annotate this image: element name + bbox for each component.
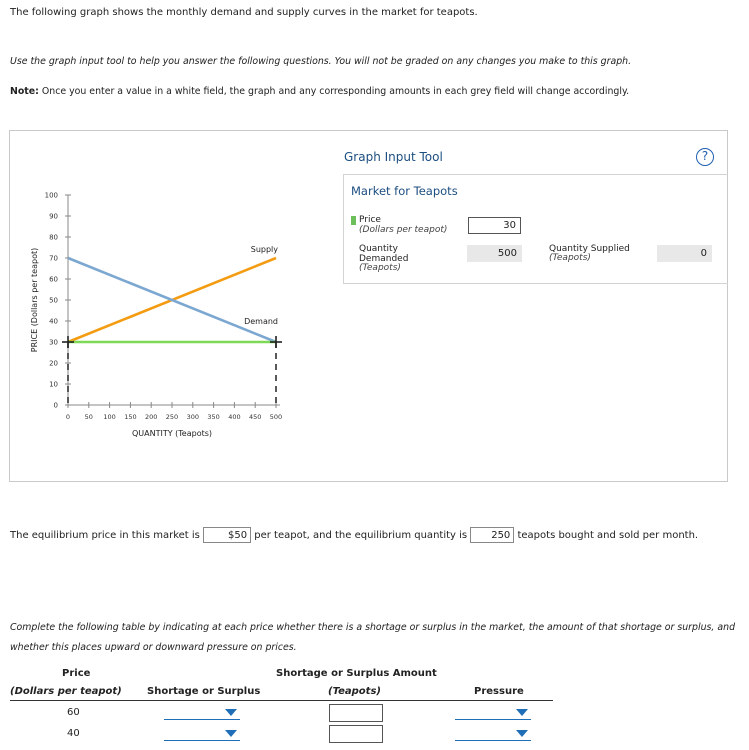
x-tick-label: 350 — [207, 413, 220, 421]
amount-input[interactable] — [329, 725, 383, 743]
x-tick-label: 0 — [65, 413, 71, 421]
quantity-supplied-value: 0 — [657, 245, 712, 262]
x-tick-label: 250 — [165, 413, 179, 421]
x-tick-label: 150 — [124, 413, 137, 421]
amount-header: Shortage or Surplus Amount — [276, 668, 437, 679]
supply-demand-chart[interactable] — [20, 185, 320, 455]
y-tick-label: 70 — [49, 254, 58, 263]
x-tick-label: 500 — [269, 413, 283, 421]
y-tick-label: 0 — [53, 401, 58, 410]
quantity-supplied-label: Quantity Supplied — [549, 244, 630, 254]
help-icon[interactable]: ? — [696, 148, 714, 166]
x-tick-label: 50 — [84, 413, 93, 421]
y-tick-label: 100 — [44, 191, 58, 200]
quantity-demanded-value: 500 — [467, 245, 522, 262]
quantity-demanded-label-1: Quantity — [359, 244, 398, 254]
shortage-surplus-dropdown[interactable] — [164, 727, 240, 741]
note-text — [10, 86, 629, 97]
x-axis-label: QUANTITY (Teapots) — [131, 429, 213, 438]
note-body: Once you enter a value in a white field, the graph and any corresponding amounts in each grey field will change accordingly. — [41, 86, 630, 97]
intro-text: The following graph shows the monthly demand and supply curves in the market for teapots. — [10, 7, 478, 18]
supply-label: Supply — [250, 245, 278, 254]
shortage-surplus-dropdown[interactable] — [164, 706, 240, 720]
pressure-dropdown[interactable] — [455, 706, 531, 720]
row-price-60: 60 — [67, 707, 80, 718]
graph-input-tool-title: Graph Input Tool — [344, 150, 443, 164]
chevron-down-icon — [225, 730, 237, 737]
eq-suffix: teapots bought and sold per month. — [517, 530, 699, 541]
row-price-40: 40 — [67, 728, 80, 739]
price-unit-header: (Dollars per teapot) — [10, 686, 122, 697]
equilibrium-quantity-input[interactable]: 250 — [470, 527, 514, 543]
eq-middle: per teapot, and the equilibrium quantity is — [254, 530, 468, 541]
x-tick-label: 300 — [186, 413, 200, 421]
price-unit: (Dollars per teapot) — [359, 225, 448, 235]
chevron-down-icon — [225, 709, 237, 716]
table-instructions: Complete the following table by indicating at each price whether there is a shortage or surplus in the market, the amount of that shortage or surplus, and whether this places upward or downward pressure on prices. — [10, 622, 736, 653]
y-tick-label: 60 — [49, 275, 58, 284]
amount-unit-header: (Teapots) — [328, 686, 381, 697]
y-axis-label: PRICE (Dollars per teapot) — [30, 247, 39, 353]
y-tick-label: 50 — [49, 296, 58, 305]
quantity-demanded-label-2: Demanded — [359, 254, 409, 264]
y-tick-label: 90 — [49, 212, 58, 221]
amount-input[interactable] — [329, 704, 383, 722]
x-tick-label: 400 — [228, 413, 241, 421]
price-header: Price — [62, 668, 91, 679]
instruction-text: Use the graph input tool to help you answer the following questions. You will not be graded on any changes you make to this graph. — [10, 56, 632, 67]
x-tick-label: 200 — [144, 413, 158, 421]
y-tick-label: 40 — [49, 317, 58, 326]
quantity-supplied-unit: (Teapots) — [549, 253, 591, 263]
equilibrium-price-input[interactable]: $50 — [203, 527, 251, 543]
demand-label: Demand — [244, 317, 278, 326]
chevron-down-icon — [516, 730, 528, 737]
pressure-dropdown[interactable] — [455, 727, 531, 741]
chevron-down-icon — [516, 709, 528, 716]
y-tick-label: 30 — [49, 338, 58, 347]
table-header-rule — [10, 700, 553, 701]
y-tick-label: 80 — [49, 233, 58, 242]
pressure-header: Pressure — [474, 686, 524, 697]
y-tick-label: 20 — [49, 359, 58, 368]
shortage-surplus-header: Shortage or Surplus — [147, 686, 261, 697]
y-tick-label: 10 — [49, 380, 58, 389]
x-tick-label: 450 — [248, 413, 262, 421]
price-label: Price — [359, 215, 381, 225]
price-marker-icon — [351, 216, 356, 225]
equilibrium-sentence — [10, 527, 698, 543]
eq-prefix: The equilibrium price in this market is — [10, 530, 200, 541]
market-title: Market for Teapots — [351, 184, 458, 198]
quantity-demanded-unit: (Teapots) — [359, 263, 401, 273]
price-input[interactable]: 30 — [468, 217, 521, 234]
x-tick-label: 100 — [103, 413, 116, 421]
note-label: Note: — [10, 86, 39, 97]
